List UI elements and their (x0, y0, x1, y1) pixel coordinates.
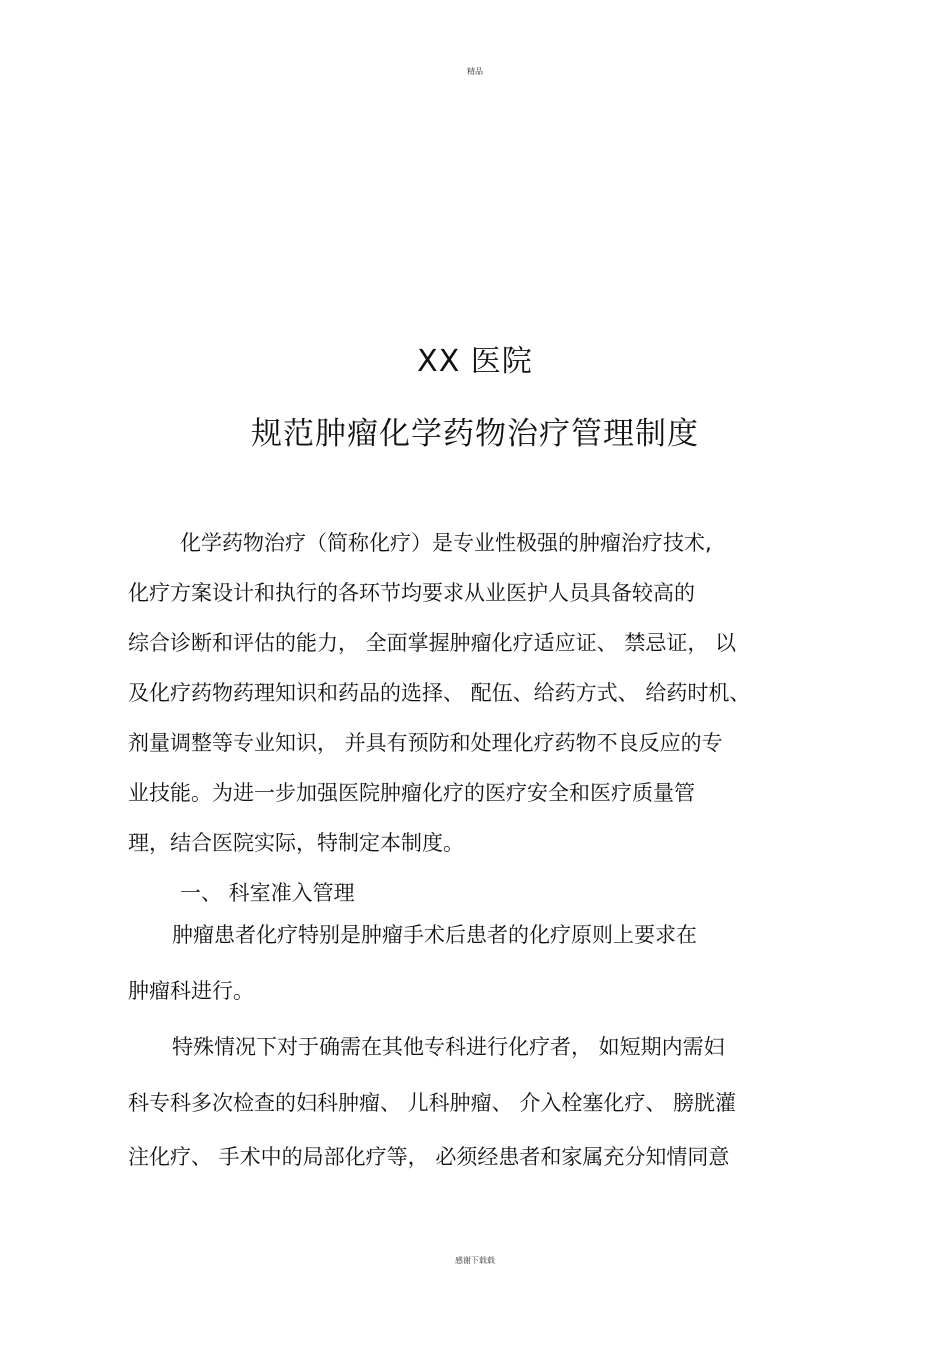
paragraph-line: 化疗方案设计和执行的各环节均要求从业医护人员具备较高的 (128, 581, 695, 605)
paragraph-line: 业技能。为进一步加强医院肿瘤化疗的医疗安全和医疗质量管 (128, 781, 695, 805)
paragraph-line: 理，结合医院实际，特制定本制度。 (128, 831, 464, 855)
document-title-organization: XX 医院 (417, 344, 533, 379)
paragraph-line: 剂量调整等专业知识， 并具有预防和处理化疗药物不良反应的专 (128, 731, 723, 755)
paragraph-line: 肿瘤患者化疗特别是肿瘤手术后患者的化疗原则上要求在 (172, 923, 697, 947)
header-watermark: 精品 (467, 67, 483, 76)
section-heading: 一、 科室准入管理 (180, 881, 355, 905)
footer-watermark: 感谢下载载 (455, 1256, 495, 1265)
paragraph-line: 综合诊断和评估的能力， 全面掌握肿瘤化疗适应证、 禁忌证， 以 (128, 631, 737, 655)
document-title-main: 规范肿瘤化学药物治疗管理制度 (251, 416, 699, 452)
paragraph-line: 注化疗、 手术中的局部化疗等， 必须经患者和家属充分知情同意 (128, 1145, 730, 1169)
paragraph-line: 化学药物治疗（简称化疗）是专业性极强的肿瘤治疗技术, (180, 531, 712, 555)
paragraph-line: 特殊情况下对于确需在其他专科进行化疗者， 如短期内需妇 (172, 1035, 725, 1059)
paragraph-line: 肿瘤科进行。 (128, 979, 254, 1003)
paragraph-line: 科专科多次检查的妇科肿瘤、 儿科肿瘤、 介入栓塞化疗、 膀胱灌 (128, 1091, 737, 1115)
paragraph-line: 及化疗药物药理知识和药品的选择、 配伍、给药方式、 给药时机、 (128, 681, 751, 705)
